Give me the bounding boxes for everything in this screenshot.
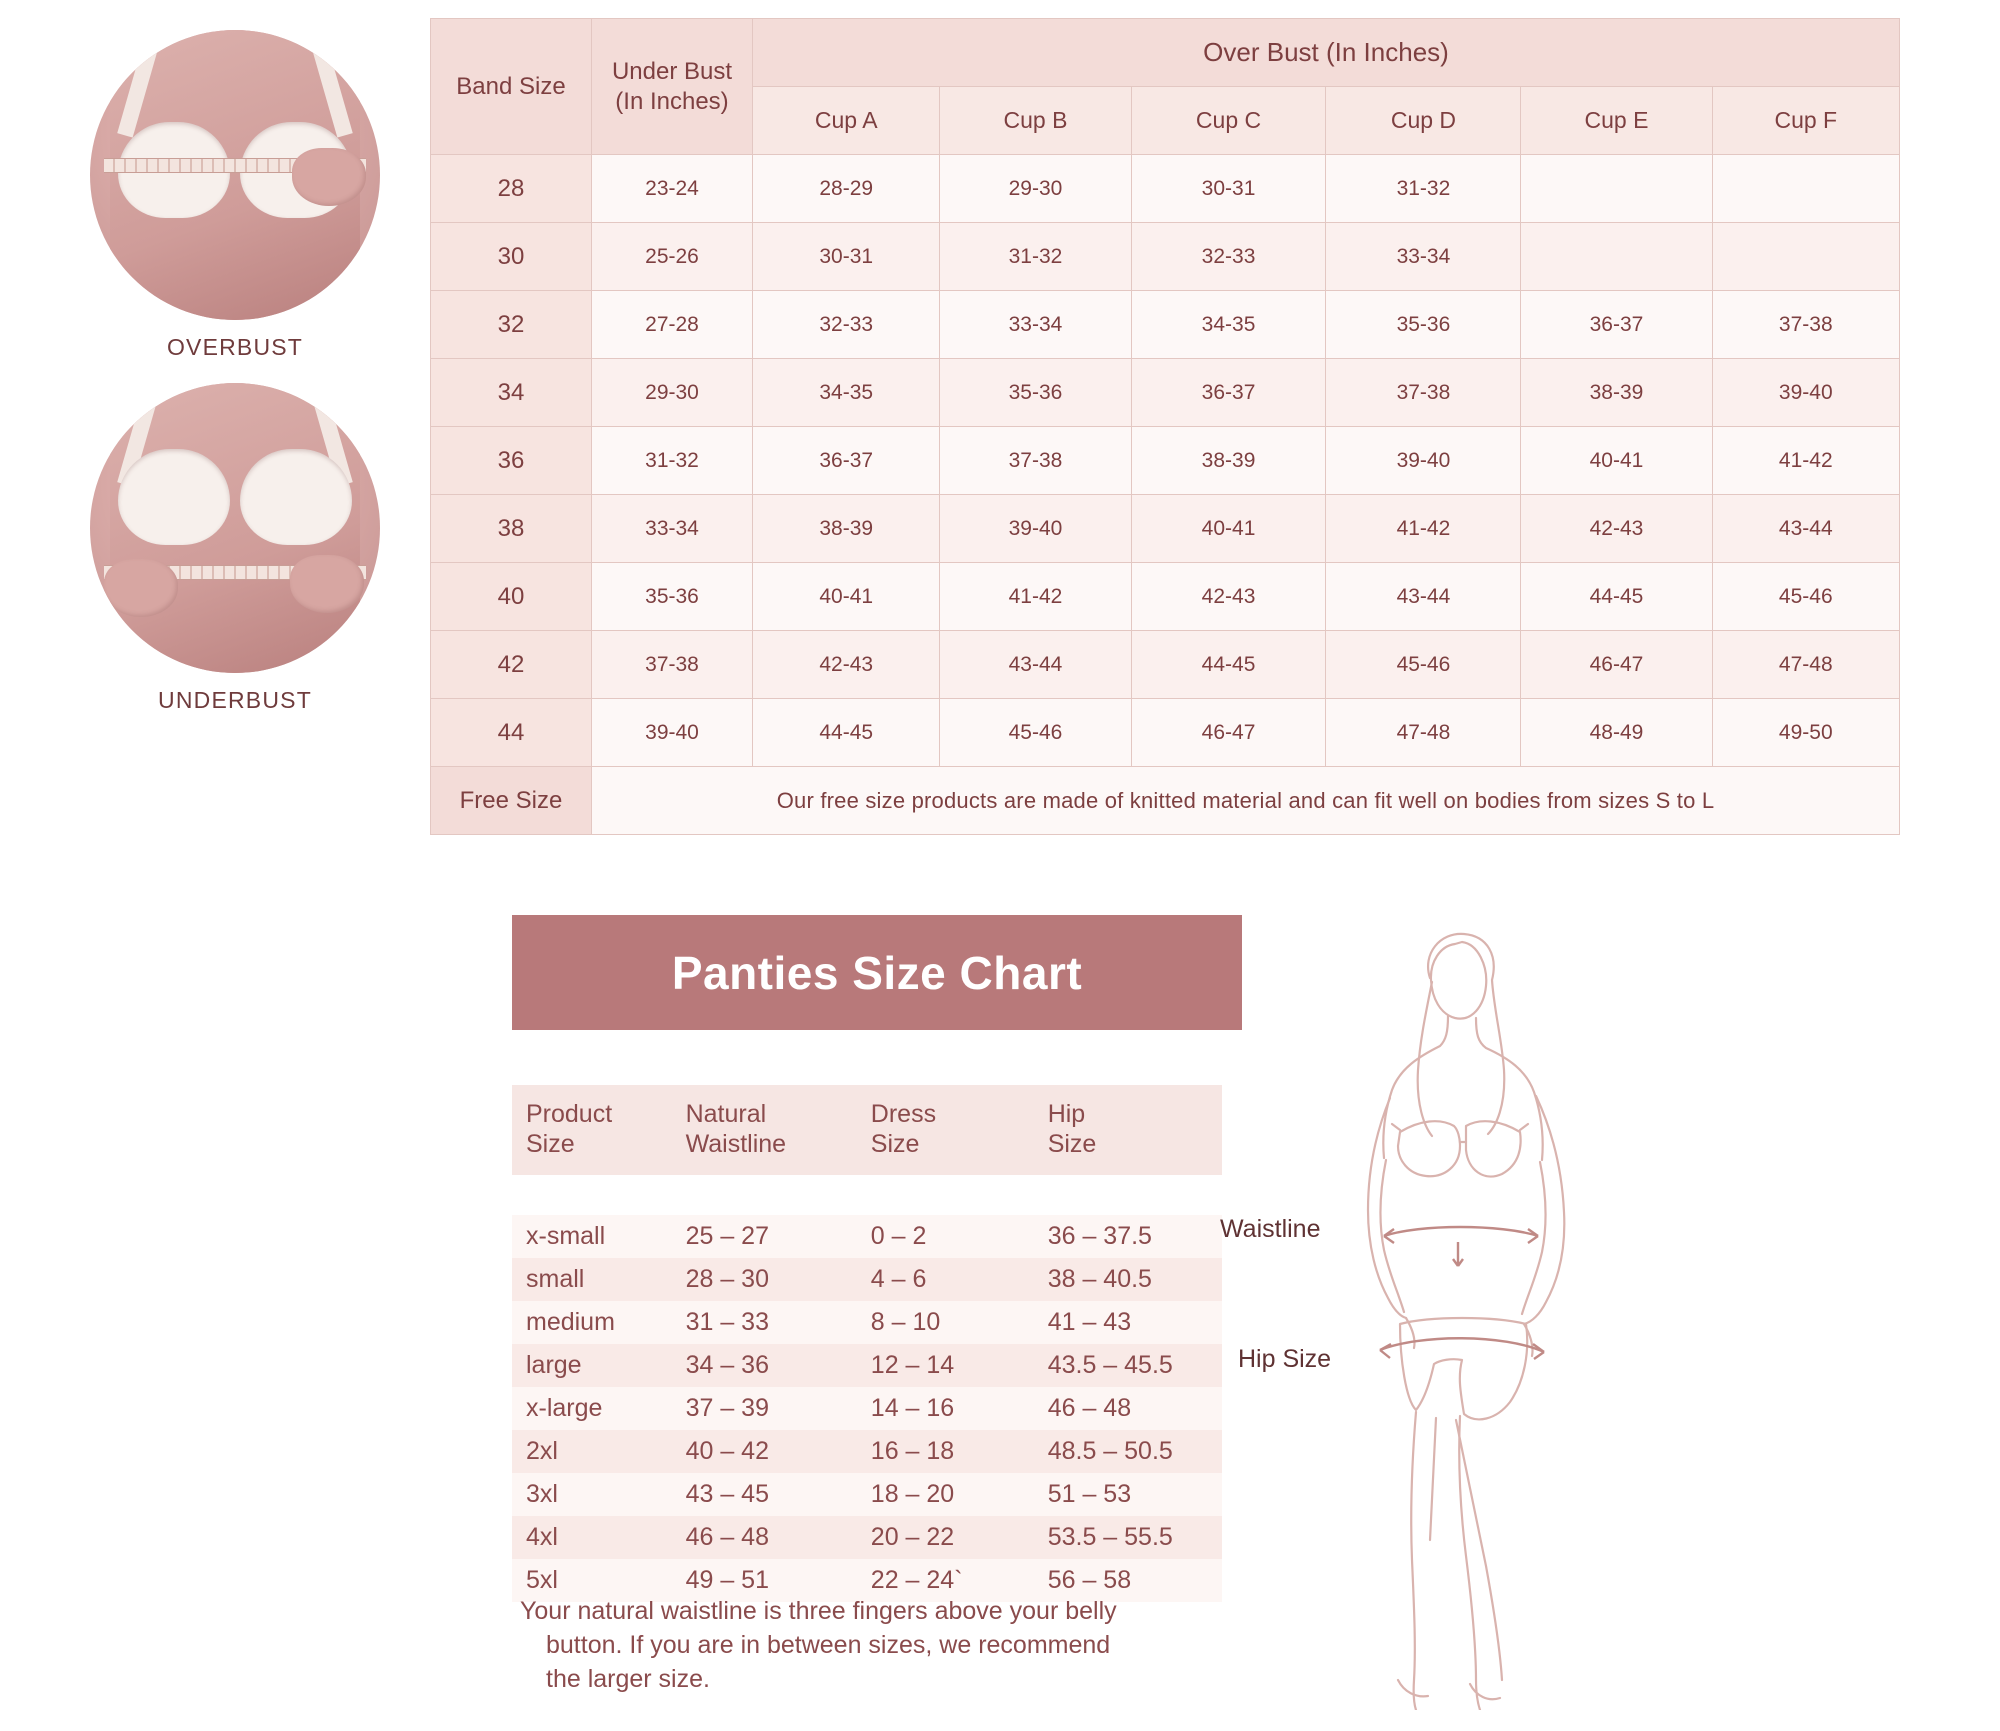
table-row (431, 359, 1900, 427)
cell-hip-size: 41 – 43 (1034, 1301, 1222, 1344)
cell-band: 40 (431, 563, 592, 631)
cell-cup-e: 42-43 (1521, 495, 1712, 563)
cell-band: 42 (431, 631, 592, 699)
cell-under-bust: 31-32 (592, 427, 753, 495)
cell-cup-f: 45-46 (1712, 563, 1899, 631)
cell-cup-a: 42-43 (753, 631, 940, 699)
cell-cup-d: 47-48 (1326, 699, 1521, 767)
cell-cup-d: 41-42 (1326, 495, 1521, 563)
cell-cup-f: 39-40 (1712, 359, 1899, 427)
table-row (431, 223, 1900, 291)
cell-dress-size: 12 – 14 (857, 1344, 1034, 1387)
cell-under-bust: 27-28 (592, 291, 753, 359)
header-dress-line2: Size (870, 1130, 920, 1158)
header-dress-line1: Dress (870, 1100, 937, 1128)
cell-product-size: 4xl (512, 1516, 672, 1559)
spacer-cell (512, 1175, 1222, 1215)
cell-cup-d: 33-34 (1326, 223, 1521, 291)
cell-hip-size: 36 – 37.5 (1034, 1215, 1222, 1258)
cell-waistline: 40 – 42 (672, 1430, 857, 1473)
cell-cup-a: 30-31 (753, 223, 940, 291)
cell-cup-d: 31-32 (1326, 155, 1521, 223)
cell-cup-c: 34-35 (1131, 291, 1326, 359)
list-item (512, 1344, 1222, 1387)
body-measurement-figure (1220, 920, 1700, 1710)
cell-hip-size: 56 – 58 (1034, 1559, 1222, 1602)
cell-cup-a: 38-39 (753, 495, 940, 563)
cell-cup-c: 42-43 (1131, 563, 1326, 631)
underbust-image (90, 383, 380, 673)
cell-waistline: 49 – 51 (672, 1559, 857, 1602)
cell-cup-e (1521, 223, 1712, 291)
cell-under-bust: 25-26 (592, 223, 753, 291)
cell-cup-e (1521, 155, 1712, 223)
header-under-bust (592, 19, 753, 155)
cell-cup-c: 36-37 (1131, 359, 1326, 427)
cell-product-size: medium (512, 1301, 672, 1344)
header-over-bust: Over Bust (In Inches) (753, 19, 1900, 87)
cell-band: 30 (431, 223, 592, 291)
panties-spacer-row (512, 1175, 1222, 1215)
header-cup-a: Cup A (753, 87, 940, 155)
list-item (512, 1301, 1222, 1344)
cell-waistline: 43 – 45 (672, 1473, 857, 1516)
header-product-size-line1: Product (526, 1100, 613, 1128)
cell-cup-a: 32-33 (753, 291, 940, 359)
cell-hip-size: 46 – 48 (1034, 1387, 1222, 1430)
cell-cup-c: 46-47 (1131, 699, 1326, 767)
cell-hip-size: 43.5 – 45.5 (1034, 1344, 1222, 1387)
header-under-bust-line1: Under Bust (611, 57, 733, 85)
cell-cup-f: 43-44 (1712, 495, 1899, 563)
female-body-outline-icon (1280, 920, 1700, 1710)
table-row (431, 563, 1900, 631)
table-header-row-1 (431, 19, 1900, 87)
panties-header-row (512, 1085, 1222, 1175)
header-cup-c: Cup C (1131, 87, 1326, 155)
overbust-image (90, 30, 380, 320)
cell-cup-f: 49-50 (1712, 699, 1899, 767)
cell-waistline: 25 – 27 (672, 1215, 857, 1258)
hip-size-label: Hip Size (1238, 1345, 1332, 1373)
header-hip-line2: Size (1047, 1130, 1097, 1158)
bust-illustrations (70, 30, 400, 736)
table-row (431, 495, 1900, 563)
list-item (512, 1430, 1222, 1473)
header-cup-e: Cup E (1521, 87, 1712, 155)
cell-product-size: x-small (512, 1215, 672, 1258)
cell-cup-d: 39-40 (1326, 427, 1521, 495)
cell-cup-a: 36-37 (753, 427, 940, 495)
cell-waistline: 46 – 48 (672, 1516, 857, 1559)
torso-shape (110, 30, 360, 320)
cell-cup-b: 39-40 (940, 495, 1131, 563)
cell-hip-size: 51 – 53 (1034, 1473, 1222, 1516)
cell-cup-b: 35-36 (940, 359, 1131, 427)
cell-product-size: 3xl (512, 1473, 672, 1516)
list-item (512, 1516, 1222, 1559)
header-natural-waistline (672, 1085, 857, 1175)
list-item (512, 1258, 1222, 1301)
cell-cup-b: 45-46 (940, 699, 1131, 767)
cell-cup-a: 34-35 (753, 359, 940, 427)
list-item (512, 1215, 1222, 1258)
torso-shape (110, 383, 360, 673)
cell-under-bust: 39-40 (592, 699, 753, 767)
cell-product-size: 2xl (512, 1430, 672, 1473)
cell-cup-a: 40-41 (753, 563, 940, 631)
table-row (431, 699, 1900, 767)
cell-waistline: 37 – 39 (672, 1387, 857, 1430)
cell-cup-f (1712, 155, 1899, 223)
bra-size-table (430, 18, 1900, 835)
cell-under-bust: 33-34 (592, 495, 753, 563)
header-cup-b: Cup B (940, 87, 1131, 155)
cell-cup-c: 44-45 (1131, 631, 1326, 699)
cell-product-size: 5xl (512, 1559, 672, 1602)
panties-title: Panties Size Chart (671, 946, 1083, 999)
cell-cup-c: 32-33 (1131, 223, 1326, 291)
cell-cup-a: 44-45 (753, 699, 940, 767)
note-line-1: Your natural waistline is three fingers above your belly (520, 1597, 1117, 1625)
header-cup-f: Cup F (1712, 87, 1899, 155)
cell-cup-a: 28-29 (753, 155, 940, 223)
underbust-caption: UNDERBUST (158, 687, 312, 713)
list-item (512, 1473, 1222, 1516)
panties-title-bar (512, 915, 1242, 1030)
cell-cup-b: 31-32 (940, 223, 1131, 291)
cell-dress-size: 22 – 24` (857, 1559, 1034, 1602)
overbust-illustration (70, 30, 400, 361)
cell-under-bust: 37-38 (592, 631, 753, 699)
cell-band: 44 (431, 699, 592, 767)
cell-cup-e: 36-37 (1521, 291, 1712, 359)
cell-dress-size: 4 – 6 (857, 1258, 1034, 1301)
cell-cup-d: 45-46 (1326, 631, 1521, 699)
cell-band: 28 (431, 155, 592, 223)
cell-waistline: 34 – 36 (672, 1344, 857, 1387)
header-band-size: Band Size (431, 19, 592, 155)
cell-cup-b: 41-42 (940, 563, 1131, 631)
free-size-label: Free Size (431, 767, 592, 835)
table-row (431, 631, 1900, 699)
underbust-illustration (70, 383, 400, 714)
cell-waistline: 28 – 30 (672, 1258, 857, 1301)
cell-cup-e: 44-45 (1521, 563, 1712, 631)
cell-cup-f: 47-48 (1712, 631, 1899, 699)
cell-cup-f (1712, 223, 1899, 291)
overbust-caption: OVERBUST (166, 334, 304, 360)
cell-cup-e: 40-41 (1521, 427, 1712, 495)
cell-band: 34 (431, 359, 592, 427)
header-waistline-line1: Natural (685, 1100, 767, 1128)
cell-product-size: x-large (512, 1387, 672, 1430)
cell-cup-d: 37-38 (1326, 359, 1521, 427)
cell-dress-size: 20 – 22 (857, 1516, 1034, 1559)
cell-cup-e: 46-47 (1521, 631, 1712, 699)
cell-cup-d: 43-44 (1326, 563, 1521, 631)
table-row (431, 427, 1900, 495)
header-product-size-line2: Size (526, 1130, 575, 1158)
header-hip-line1: Hip (1047, 1100, 1086, 1128)
cell-cup-c: 30-31 (1131, 155, 1326, 223)
header-dress-size (857, 1085, 1034, 1175)
cell-cup-e: 48-49 (1521, 699, 1712, 767)
cell-cup-d: 35-36 (1326, 291, 1521, 359)
cell-dress-size: 18 – 20 (857, 1473, 1034, 1516)
cell-product-size: small (512, 1258, 672, 1301)
cell-band: 36 (431, 427, 592, 495)
cell-hip-size: 53.5 – 55.5 (1034, 1516, 1222, 1559)
header-waistline-line2: Waistline (685, 1130, 787, 1158)
note-line-3: the larger size. (546, 1664, 710, 1693)
cell-dress-size: 8 – 10 (857, 1301, 1034, 1344)
header-product-size (512, 1085, 672, 1175)
cell-cup-e: 38-39 (1521, 359, 1712, 427)
header-hip-size (1034, 1085, 1222, 1175)
cell-cup-b: 33-34 (940, 291, 1131, 359)
cell-cup-b: 37-38 (940, 427, 1131, 495)
cell-dress-size: 0 – 2 (857, 1215, 1034, 1258)
note-line-2: button. If you are in between sizes, we recommend (546, 1630, 1111, 1659)
cell-hip-size: 38 – 40.5 (1034, 1258, 1222, 1301)
cell-cup-c: 40-41 (1131, 495, 1326, 563)
cell-under-bust: 29-30 (592, 359, 753, 427)
waistline-label: Waistline (1220, 1215, 1321, 1243)
cell-cup-b: 29-30 (940, 155, 1131, 223)
cell-cup-c: 38-39 (1131, 427, 1326, 495)
cell-cup-f: 37-38 (1712, 291, 1899, 359)
header-under-bust-line2: (In Inches) (615, 87, 729, 115)
panties-size-table (512, 1085, 1222, 1602)
panties-note (520, 1595, 1220, 1696)
table-row (431, 155, 1900, 223)
cell-band: 38 (431, 495, 592, 563)
free-size-row (431, 767, 1900, 835)
cell-under-bust: 35-36 (592, 563, 753, 631)
cell-band: 32 (431, 291, 592, 359)
cell-under-bust: 23-24 (592, 155, 753, 223)
list-item (512, 1387, 1222, 1430)
cell-waistline: 31 – 33 (672, 1301, 857, 1344)
cell-dress-size: 14 – 16 (857, 1387, 1034, 1430)
header-cup-d: Cup D (1326, 87, 1521, 155)
cell-product-size: large (512, 1344, 672, 1387)
table-row (431, 291, 1900, 359)
cell-dress-size: 16 – 18 (857, 1430, 1034, 1473)
cell-cup-f: 41-42 (1712, 427, 1899, 495)
free-size-text: Our free size products are made of knitted material and can fit well on bodies from sizes S to L (592, 767, 1900, 835)
cell-cup-b: 43-44 (940, 631, 1131, 699)
cell-hip-size: 48.5 – 50.5 (1034, 1430, 1222, 1473)
